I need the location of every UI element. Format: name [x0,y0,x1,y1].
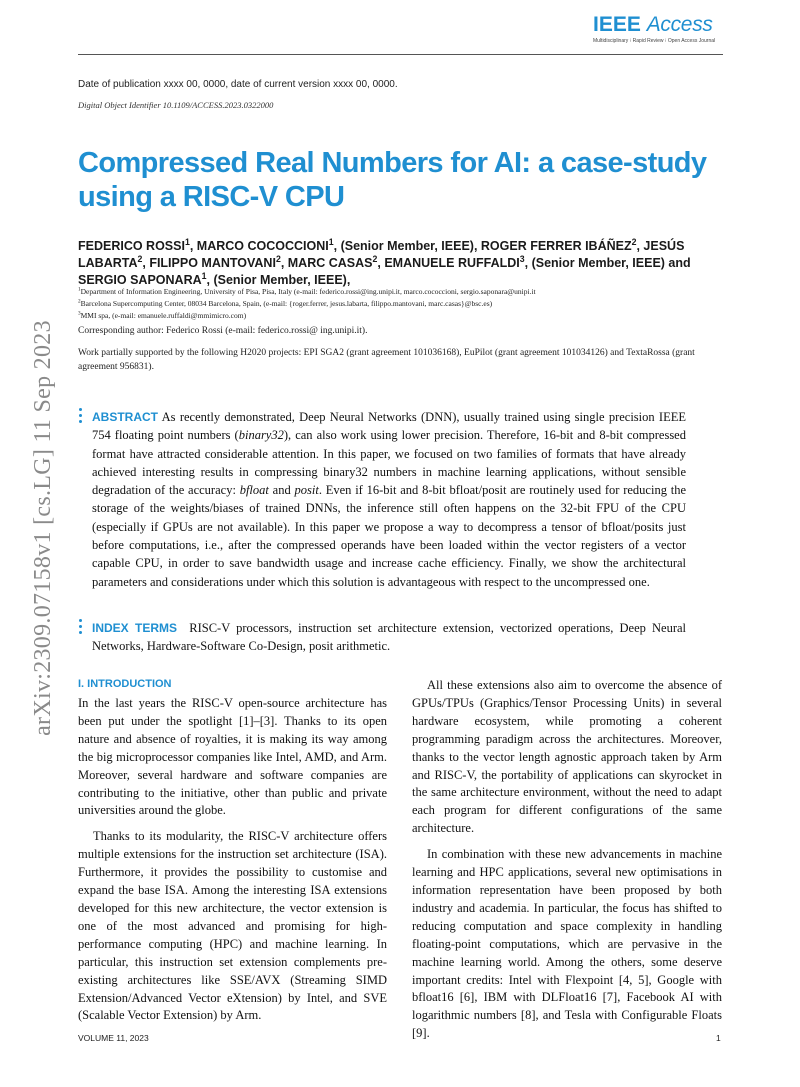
author-separator: , (Senior Member, IEEE) and [524,256,691,270]
header-rule [78,54,723,55]
author-name: FILIPPO MANTOVANI [149,256,276,270]
paragraph: In combination with these new advancements in machine learning and HPC applications, several new optimisations in information representation have been proposed by both industry and academia. In particular, the focus has shifted to reducing computation and space complexity in handling floating-point computations, which are pervasive in the machine learning world. Among the others, some deserve important credits: Intel with Flexpoint [4, 5], Google with bfloat16 [6], IBM with DLFloat16 [7], Facebook AI with logarithmic numbers [8], and Tesla with Configurable Floats [9]. [412,847,722,1041]
author-list [78,238,723,289]
author-separator: , [377,256,385,270]
logo-access: Access [646,13,713,36]
author-name: SERGIO SAPONARA [78,273,202,287]
funding-note: Work partially supported by the following H2020 projects: EPI SGA2 (grant agreement 101036168), EuPilot (grant agreement 101034126) and TextaRossa (grant agreement 956831). [78,348,695,372]
author-name: FEDERICO ROSSI [78,239,185,253]
corresponding-author: Corresponding author: Federico Rossi (e-mail: federico.rossi@ ing.unipi.it). [78,326,368,336]
author-affiliation-mark: 2 [137,253,143,264]
journal-logo [593,14,723,44]
arxiv-stamp: arXiv:2309.07158v1 [cs.LG] 11 Sep 2023 [30,320,56,736]
author-separator: , [142,256,150,270]
affiliation-2: $^2$Barcelona Supercomputing Center, 08034 Barcelona, Spain, (e-mail: {roger.ferrer, jesus.labarta, filippo.mantovani, marc.casas}@bsc.es) [78,298,493,308]
publication-date: Date of publication xxxx 00, 0000, date of current version xxxx 00, 0000. [78,79,398,90]
abstract: ABSTRACT As recently demonstrated, Deep Neural Networks (DNN), usually trained using single precision IEEE 754 floating point numbers (binary32), can also work using lower precision. Therefore, 16-bit and 8-bit compressed format have attracted considerable attention. In this paper, we focused on two families of formats that have already achieved interesting results in compressing binary32 numbers in machine learning applications, without sensible degradation of the accuracy: bfloat and posit. Even if 16-bit and 8-bit bfloat/posit are routinely used for reducing the storage of the weights/biases of trained DNNs, the inference still often happens on the 32-bit FPU of the CPU (especially if GPUs are not available). In this paper we propose a way to decompress a tensor of bfloat/posits just before computations, i.e., after the compressed operands have been loaded within the vector registers of a vector capable CPU, in order to save bandwidth usage and increase cache efficiency. Finally, we show the architectural parameters and considerations under which this solution is advantageous with respect to the uncompressed one. [92,410,687,589]
abstract-label: ABSTRACT [92,410,158,424]
paper-title: Compressed Real Numbers for AI: a case-study using a RISC-V CPU [78,147,707,213]
author-affiliation-mark: 1 [184,236,190,247]
author-affiliation-mark: 2 [372,253,378,264]
doi-line: Digital Object Identifier 10.1109/ACCESS.2023.0322000 [78,100,274,110]
page-number: 1 [716,1033,721,1043]
paragraph: All these extensions also aim to overcome the absence of GPUs/TPUs (Graphics/Tensor Processing Units) in several hardware ecosystem, while promoting a coherent programming paradigm across the architectures. Moreover, thanks to the vector length agnostic approach taken by Arm and RISC-V, the portability of applications can skyrocket in the same architecture environment, without the need to adapt each program for different configurations of the same architecture. [412,678,722,836]
author-separator: , [189,239,197,253]
logo-ieee: IEEE [593,13,641,36]
affiliation-3: $^3$MMI spa, (e-mail: emanuele.ruffaldi@mmimicro.com) [78,310,247,320]
column-left [78,695,387,1025]
abstract-marker [79,408,83,426]
author-affiliation-mark: 2 [275,253,281,264]
author-name: EMANUELE RUFFALDI [384,256,520,270]
author-affiliation-mark: 3 [519,253,525,264]
author-separator: , [280,256,288,270]
author-name: MARC CASAS [287,256,373,270]
section-heading: I. INTRODUCTION [78,678,172,690]
affiliation-1: $^1$Department of Information Engineering, University of Pisa, Pisa, Italy (e-mail: federico.rossi@ing.unipi.it, marco.cococcioni, sergio.saponara@unipi.it [78,286,536,296]
column-right [412,677,722,1043]
author-affiliation-mark: 1 [201,270,207,281]
paragraph: Thanks to its modularity, the RISC-V architecture offers multiple extensions for the instruction set architecture (ISA). Furthermore, it provides the possibility to customise and expand the base ISA. Among the interesting ISA extensions developed for this new architecture, the vector extension is one of the most advanced and promising for high-performance computing (HPC) and machine learning. In particular, this instruction set extension complements pre-existing architectures like SSE/AVX (Streaming SIMD Extension/Advanced Vector eXtension) by Intel, and SVE (Scalable Vector Extension) by Arm. [78,829,387,1023]
volume-footer: VOLUME 11, 2023 [78,1033,149,1043]
author-name: ROGER FERRER IBÁÑEZ [480,239,632,253]
author-affiliation-mark: 2 [631,236,637,247]
paragraph: In the last years the RISC-V open-source architecture has been put under the spotlight [1]–[3]. Thanks to its open nature and absence of royalties, it is making its way among the big microprocessor companies like Intel, AMD, and Arm. Moreover, several hardware and software companies are contributing to the initiative, other than public and private universities around the globe. [78,696,387,818]
index-terms-marker [79,619,83,637]
author-separator: , (Senior Member, IEEE), [333,239,481,253]
index-terms: INDEX TERMS RISC-V processors, instruction set architecture extension, vectorized operations, Deep Neural Networks, Hardware-Software Co-Design, posit arithmetic. [92,621,687,654]
logo-tagline: Multidisciplinary ⁝ Rapid Review ⁝ Open Access Journal [593,38,716,44]
index-terms-label: INDEX TERMS [92,621,178,635]
author-separator: , [636,239,644,253]
author-name: MARCO COCOCCIONI [196,239,329,253]
author-separator: , (Senior Member, IEEE), [206,273,351,287]
author-name: JESÚS LABARTA [78,239,685,270]
author-affiliation-mark: 1 [328,236,334,247]
